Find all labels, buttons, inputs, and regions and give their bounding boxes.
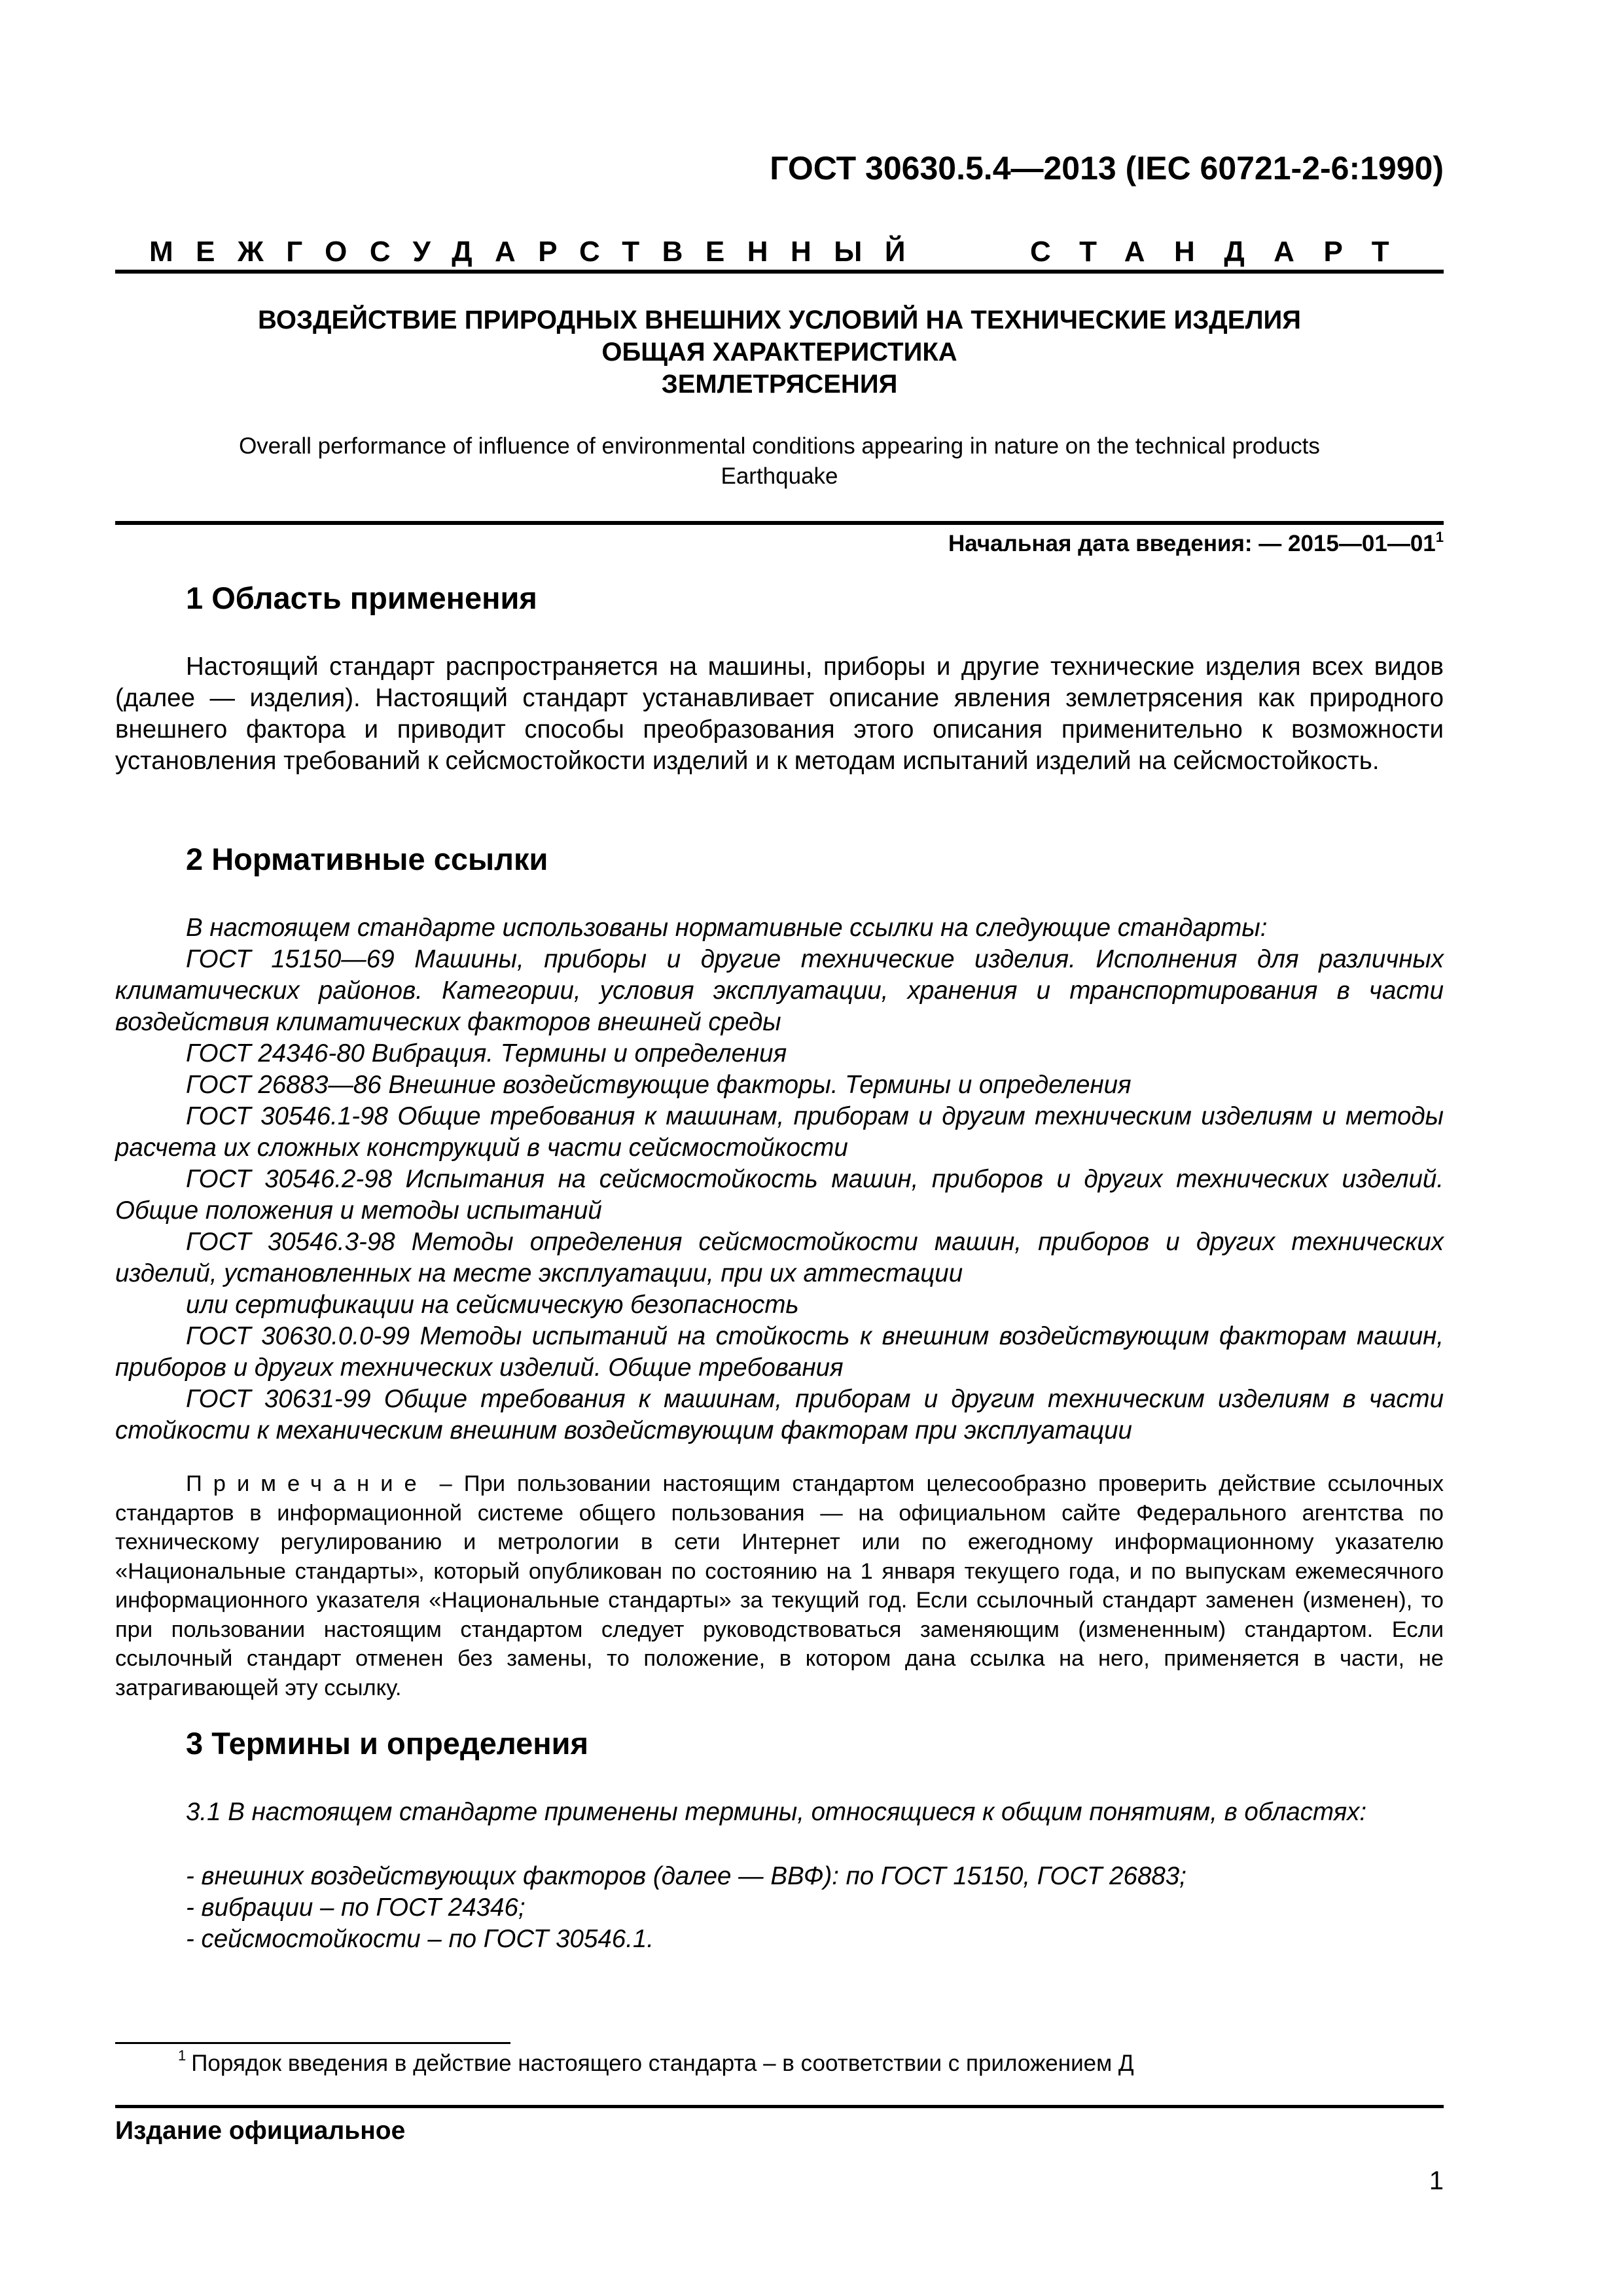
section-2-intro: В настоящем стандарте использованы нормативные ссылки на следующие стандарты: [186,914,1268,942]
document-designation: ГОСТ 30630.5.4—2013 (IEC 60721-2-6:1990) [770,150,1444,187]
clause-3-1: 3.1 В настоящем стандарте применены термины, относящиеся к общим понятиям, в областях: [186,1798,1367,1826]
reference-gost-30546-3-continued: или сертификации на сейсмическую безопасность [186,1291,799,1319]
terms-list-item: - вибрации – по ГОСТ 24346; [186,1893,526,1922]
reference-gost-30546-2: ГОСТ 30546.2-98 Испытания на сейсмостойкость машин, приборов и других технических изделий. Общие положения и методы испытаний [115,1165,1444,1225]
banner-word-interstate: МЕЖГОСУДАРСТВЕННЫЙ [149,236,928,268]
footnote-ref-mark: 1 [1435,529,1444,545]
banner-word-standard: СТАНДАРТ [1030,236,1419,268]
reference-gost-26883: ГОСТ 26883—86 Внешние воздействующие факторы. Термины и определения [186,1071,1132,1099]
reference-gost-15150: ГОСТ 15150—69 Машины, приборы и другие технические изделия. Исполнения для различных климатических районов. Категории, условия эксплуатации, хранения и транспортирования в части воздействия климатических факторов внешней среды [115,945,1444,1036]
footer-rule [115,2105,1444,2108]
terms-list-item: - сейсмостойкости – по ГОСТ 30546.1. [186,1925,654,1953]
footnote-text: Порядок введения в действие настоящего стандарта – в соответствии с приложением Д [191,2051,1134,2076]
english-title-line-1: Overall performance of influence of environmental conditions appearing in nature on the technical products [239,433,1320,459]
title-line-1: ВОЗДЕЙСТВИЕ ПРИРОДНЫХ ВНЕШНИХ УСЛОВИЙ НА ТЕХНИЧЕСКИЕ ИЗДЕЛИЯ [257,306,1302,334]
title-line-2: ОБЩАЯ ХАРАКТЕРИСТИКА [601,338,957,367]
official-edition-label: Издание официальное [115,2117,406,2145]
reference-gost-24346: ГОСТ 24346-80 Вибрация. Термины и определения [186,1039,787,1067]
standard-type-banner [115,236,1444,272]
section-1-text: Настоящий стандарт распространяется на машины, приборы и другие технические изделия всех видов (далее — изделия). Настоящий стандарт устанавливает описание явления землетрясения как природного внешнего фактора и приводит способы преобразования этого описания применительно к возможности установления требований к сейсмостойкости изделий и к методам испытаний изделий на сейсмостойкость. [115,653,1444,775]
english-title-line-2: Earthquake [721,463,838,489]
terms-list-item: - внешних воздействующих факторов (далее — ВВФ): по ГОСТ 15150, ГОСТ 26883; [186,1862,1186,1890]
section-3-heading: 3 Термины и определения [186,1726,588,1761]
title-line-3: ЗЕМЛЕТРЯСЕНИЯ [661,370,898,399]
document-page [115,0,1444,2296]
introduction-date [948,529,1444,557]
footnote-separator [115,2042,510,2044]
document-title [115,304,1444,401]
footnote-mark: 1 [178,2047,187,2064]
reference-gost-30631: ГОСТ 30631-99 Общие требования к машинам, приборам и другим техническим изделиям в части стойкости к механическим внешним воздействующим факторам при эксплуатации [115,1385,1444,1444]
references-note [115,1469,1444,1702]
note-text: – При пользовании настоящим стандартом целесообразно проверить действие ссылочных стандартов в информационной системе общего пользования — на официальном сайте Федерального агентства по техническому регулированию и метрологии в сети Интернет или по ежегодному информационному указателю «Национальные стандарты», который опубликован по состоянию на 1 января текущего года, и по выпускам ежемесячного информационного указателя «Национальные стандарты» за текущий год. Если ссылочный стандарт заменен (изменен), то при пользовании настоящим стандартом следует руководствоваться заменяющим (измененным) стандартом. Если ссылочный стандарт отменен без замены, то положение, в котором дана ссылка на него, применяется в части, не затрагивающей эту ссылку. [115,1471,1444,1700]
section-1-heading: 1 Область применения [186,581,537,615]
footnote [178,2047,1134,2077]
reference-gost-30546-3: ГОСТ 30546.3-98 Методы определения сейсмостойкости машин, приборов и других технических изделий, установленных на месте эксплуатации, при их аттестации [115,1228,1444,1287]
title-rule [115,521,1444,525]
reference-gost-30630: ГОСТ 30630.0.0-99 Методы испытаний на стойкость к внешним воздействующим факторам машин, приборов и других технических изделий. Общие требования [115,1322,1444,1382]
note-label: Примечание [186,1471,428,1496]
section-2-heading: 2 Нормативные ссылки [186,842,548,876]
introduction-date-text: Начальная дата введения: — 2015—01—01 [948,531,1436,556]
header-rule [115,270,1444,274]
english-title [115,431,1444,492]
reference-gost-30546-1: ГОСТ 30546.1-98 Общие требования к машинам, приборам и другим техническим изделиям и методы расчета их сложных конструкций в части сейсмостойкости [115,1102,1444,1162]
page-number: 1 [1429,2166,1444,2195]
